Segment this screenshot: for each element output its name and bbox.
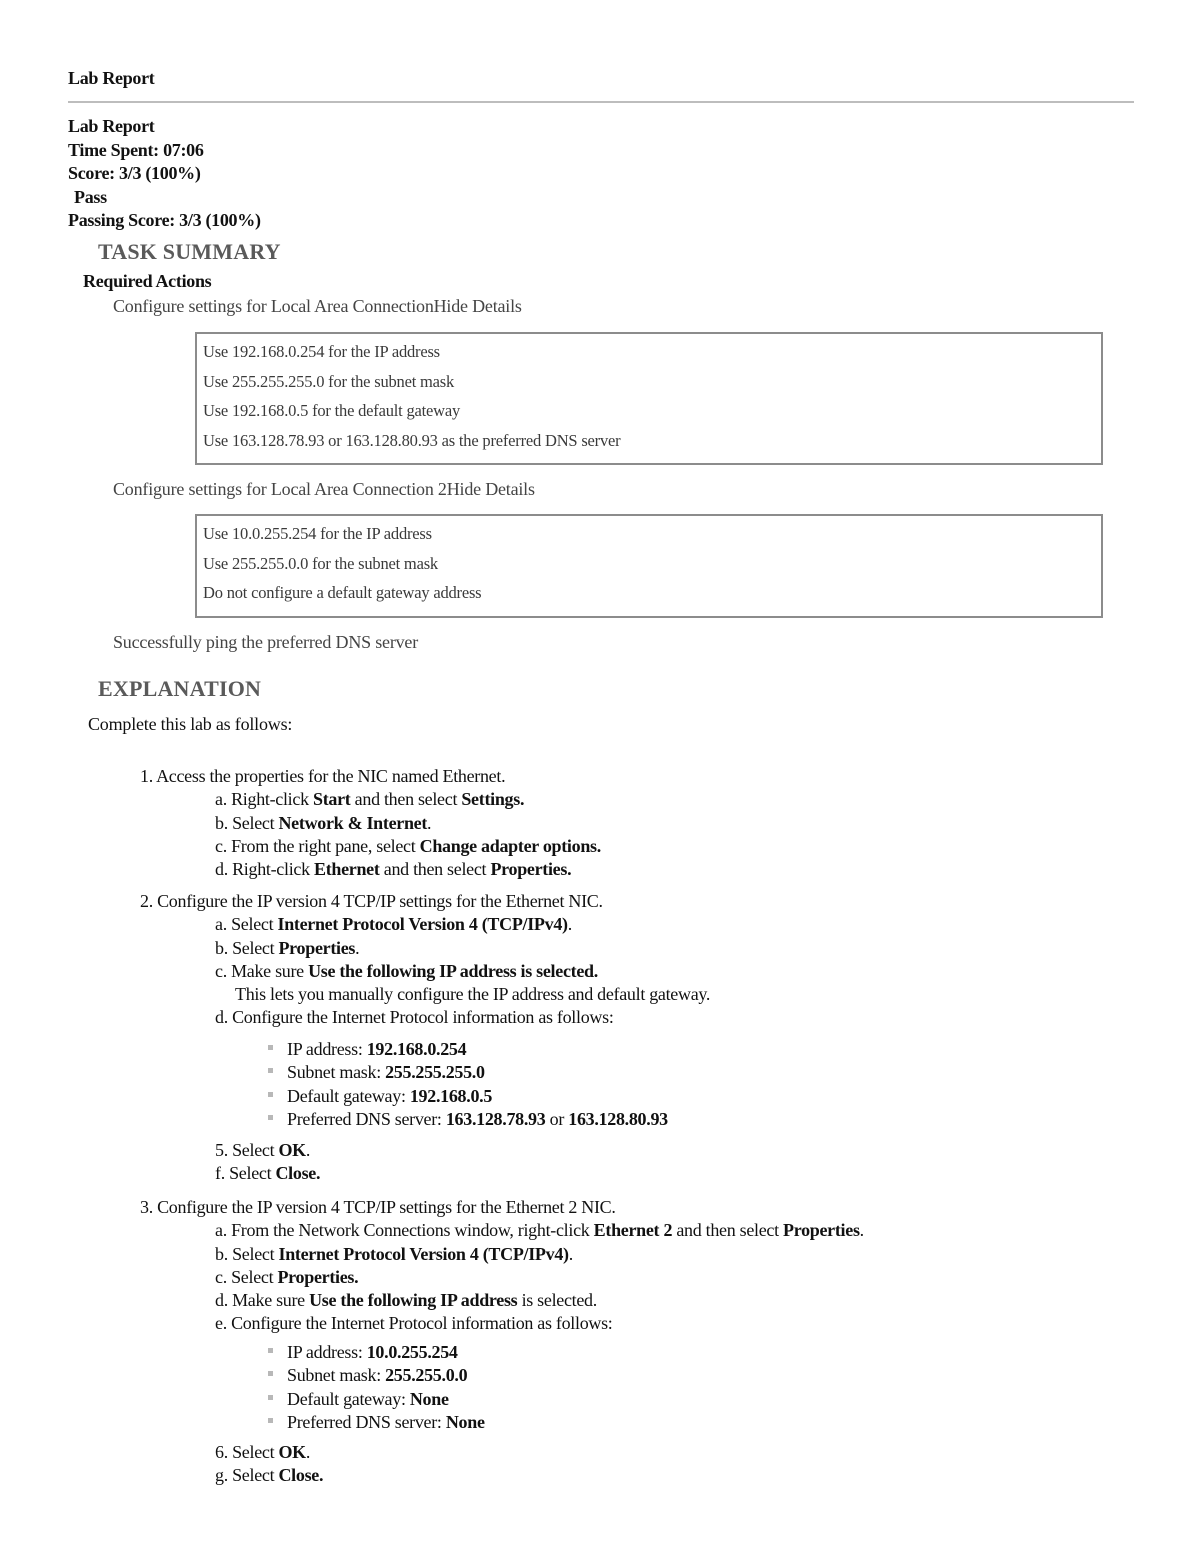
step-2-tail <box>215 1139 320 1186</box>
step-3-tail <box>215 1441 323 1488</box>
task-3-label: Successfully ping the preferred DNS server <box>113 632 419 652</box>
detail-row: Do not configure a default gateway address <box>203 583 482 602</box>
step-1 <box>140 765 601 881</box>
score: Score: 3/3 (100%) <box>68 163 201 183</box>
detail-row: Use 255.255.0.0 for the subnet mask <box>203 553 438 573</box>
list-item: Preferred DNS server: None <box>268 1411 485 1434</box>
step-title: 2. Configure the IP version 4 TCP/IP settings for the Ethernet NIC. <box>140 891 603 911</box>
header-divider <box>68 101 1134 103</box>
time-spent: Time Spent: 07:06 <box>68 139 204 160</box>
detail-row: Use 255.255.255.0 for the subnet mask <box>203 371 455 391</box>
result-status: Pass <box>74 186 107 207</box>
substep: b. Select Properties. <box>215 937 360 958</box>
required-actions-label: Required Actions <box>83 271 212 291</box>
detail-row: Use 163.128.78.93 or 163.128.80.93 as the preferred DNS server <box>203 430 621 450</box>
substep: f. Select Close. <box>215 1163 321 1184</box>
report-title: Lab Report <box>68 116 155 136</box>
detail-row: Use 192.168.0.254 for the IP address <box>203 342 440 361</box>
step-3 <box>140 1196 864 1336</box>
substep-note: This lets you manually configure the IP address and default gateway. <box>235 984 711 1005</box>
step-title: 1. Access the properties for the NIC named Ethernet. <box>140 766 506 786</box>
page-header-title: Lab Report <box>68 68 155 88</box>
detail-row: Use 192.168.0.5 for the default gateway <box>203 401 461 420</box>
explanation-intro: Complete this lab as follows: <box>88 714 293 734</box>
substep: e. Configure the Internet Protocol information as follows: <box>215 1313 613 1334</box>
substep: c. Select Properties. <box>215 1266 359 1287</box>
task-2-details <box>195 514 1103 618</box>
list-item: Subnet mask: 255.255.255.0 <box>268 1061 668 1084</box>
task-1-label[interactable]: Configure settings for Local Area ConnectionHide Details <box>113 296 522 316</box>
substep: a. Select Internet Protocol Version 4 (TCP/IPv4). <box>215 914 572 935</box>
substep: g. Select Close. <box>215 1465 324 1486</box>
substep: a. From the Network Connections window, right-click Ethernet 2 and then select Properties. <box>215 1220 864 1241</box>
step-title: 3. Configure the IP version 4 TCP/IP settings for the Ethernet 2 NIC. <box>140 1197 616 1217</box>
list-item: Preferred DNS server: 163.128.78.93 or 163.128.80.93 <box>268 1108 668 1131</box>
task-1-details <box>195 332 1103 465</box>
substep: c. From the right pane, select Change adapter options. <box>215 835 601 856</box>
detail-row: Use 10.0.255.254 for the IP address <box>203 524 432 543</box>
substep: d. Make sure Use the following IP address is selected. <box>215 1290 597 1311</box>
substep: b. Select Internet Protocol Version 4 (TCP/IPv4). <box>215 1243 573 1264</box>
substep: b. Select Network & Internet. <box>215 812 432 833</box>
list-item: IP address: 10.0.255.254 <box>268 1341 485 1364</box>
list-item: IP address: 192.168.0.254 <box>268 1038 668 1061</box>
list-item: Subnet mask: 255.255.0.0 <box>268 1364 485 1387</box>
step-2 <box>140 890 710 1030</box>
substep: a. Right-click Start and then select Settings. <box>215 789 525 810</box>
list-item: Default gateway: 192.168.0.5 <box>268 1085 668 1108</box>
task-summary-heading: TASK SUMMARY <box>98 239 281 264</box>
substep: 5. Select OK. <box>215 1140 311 1160</box>
bullet-list-1 <box>268 1038 668 1131</box>
substep: d. Configure the Internet Protocol information as follows: <box>215 1007 614 1028</box>
explanation-heading: EXPLANATION <box>98 676 262 701</box>
passing-score: Passing Score: 3/3 (100%) <box>68 210 261 230</box>
substep: d. Right-click Ethernet and then select Properties. <box>215 859 572 880</box>
substep: 6. Select OK. <box>215 1442 311 1462</box>
task-2-label[interactable]: Configure settings for Local Area Connection 2Hide Details <box>113 479 535 499</box>
bullet-list-2 <box>268 1341 485 1434</box>
list-item: Default gateway: None <box>268 1388 485 1411</box>
substep: c. Make sure Use the following IP address is selected. <box>215 960 598 981</box>
report-summary <box>68 115 261 233</box>
